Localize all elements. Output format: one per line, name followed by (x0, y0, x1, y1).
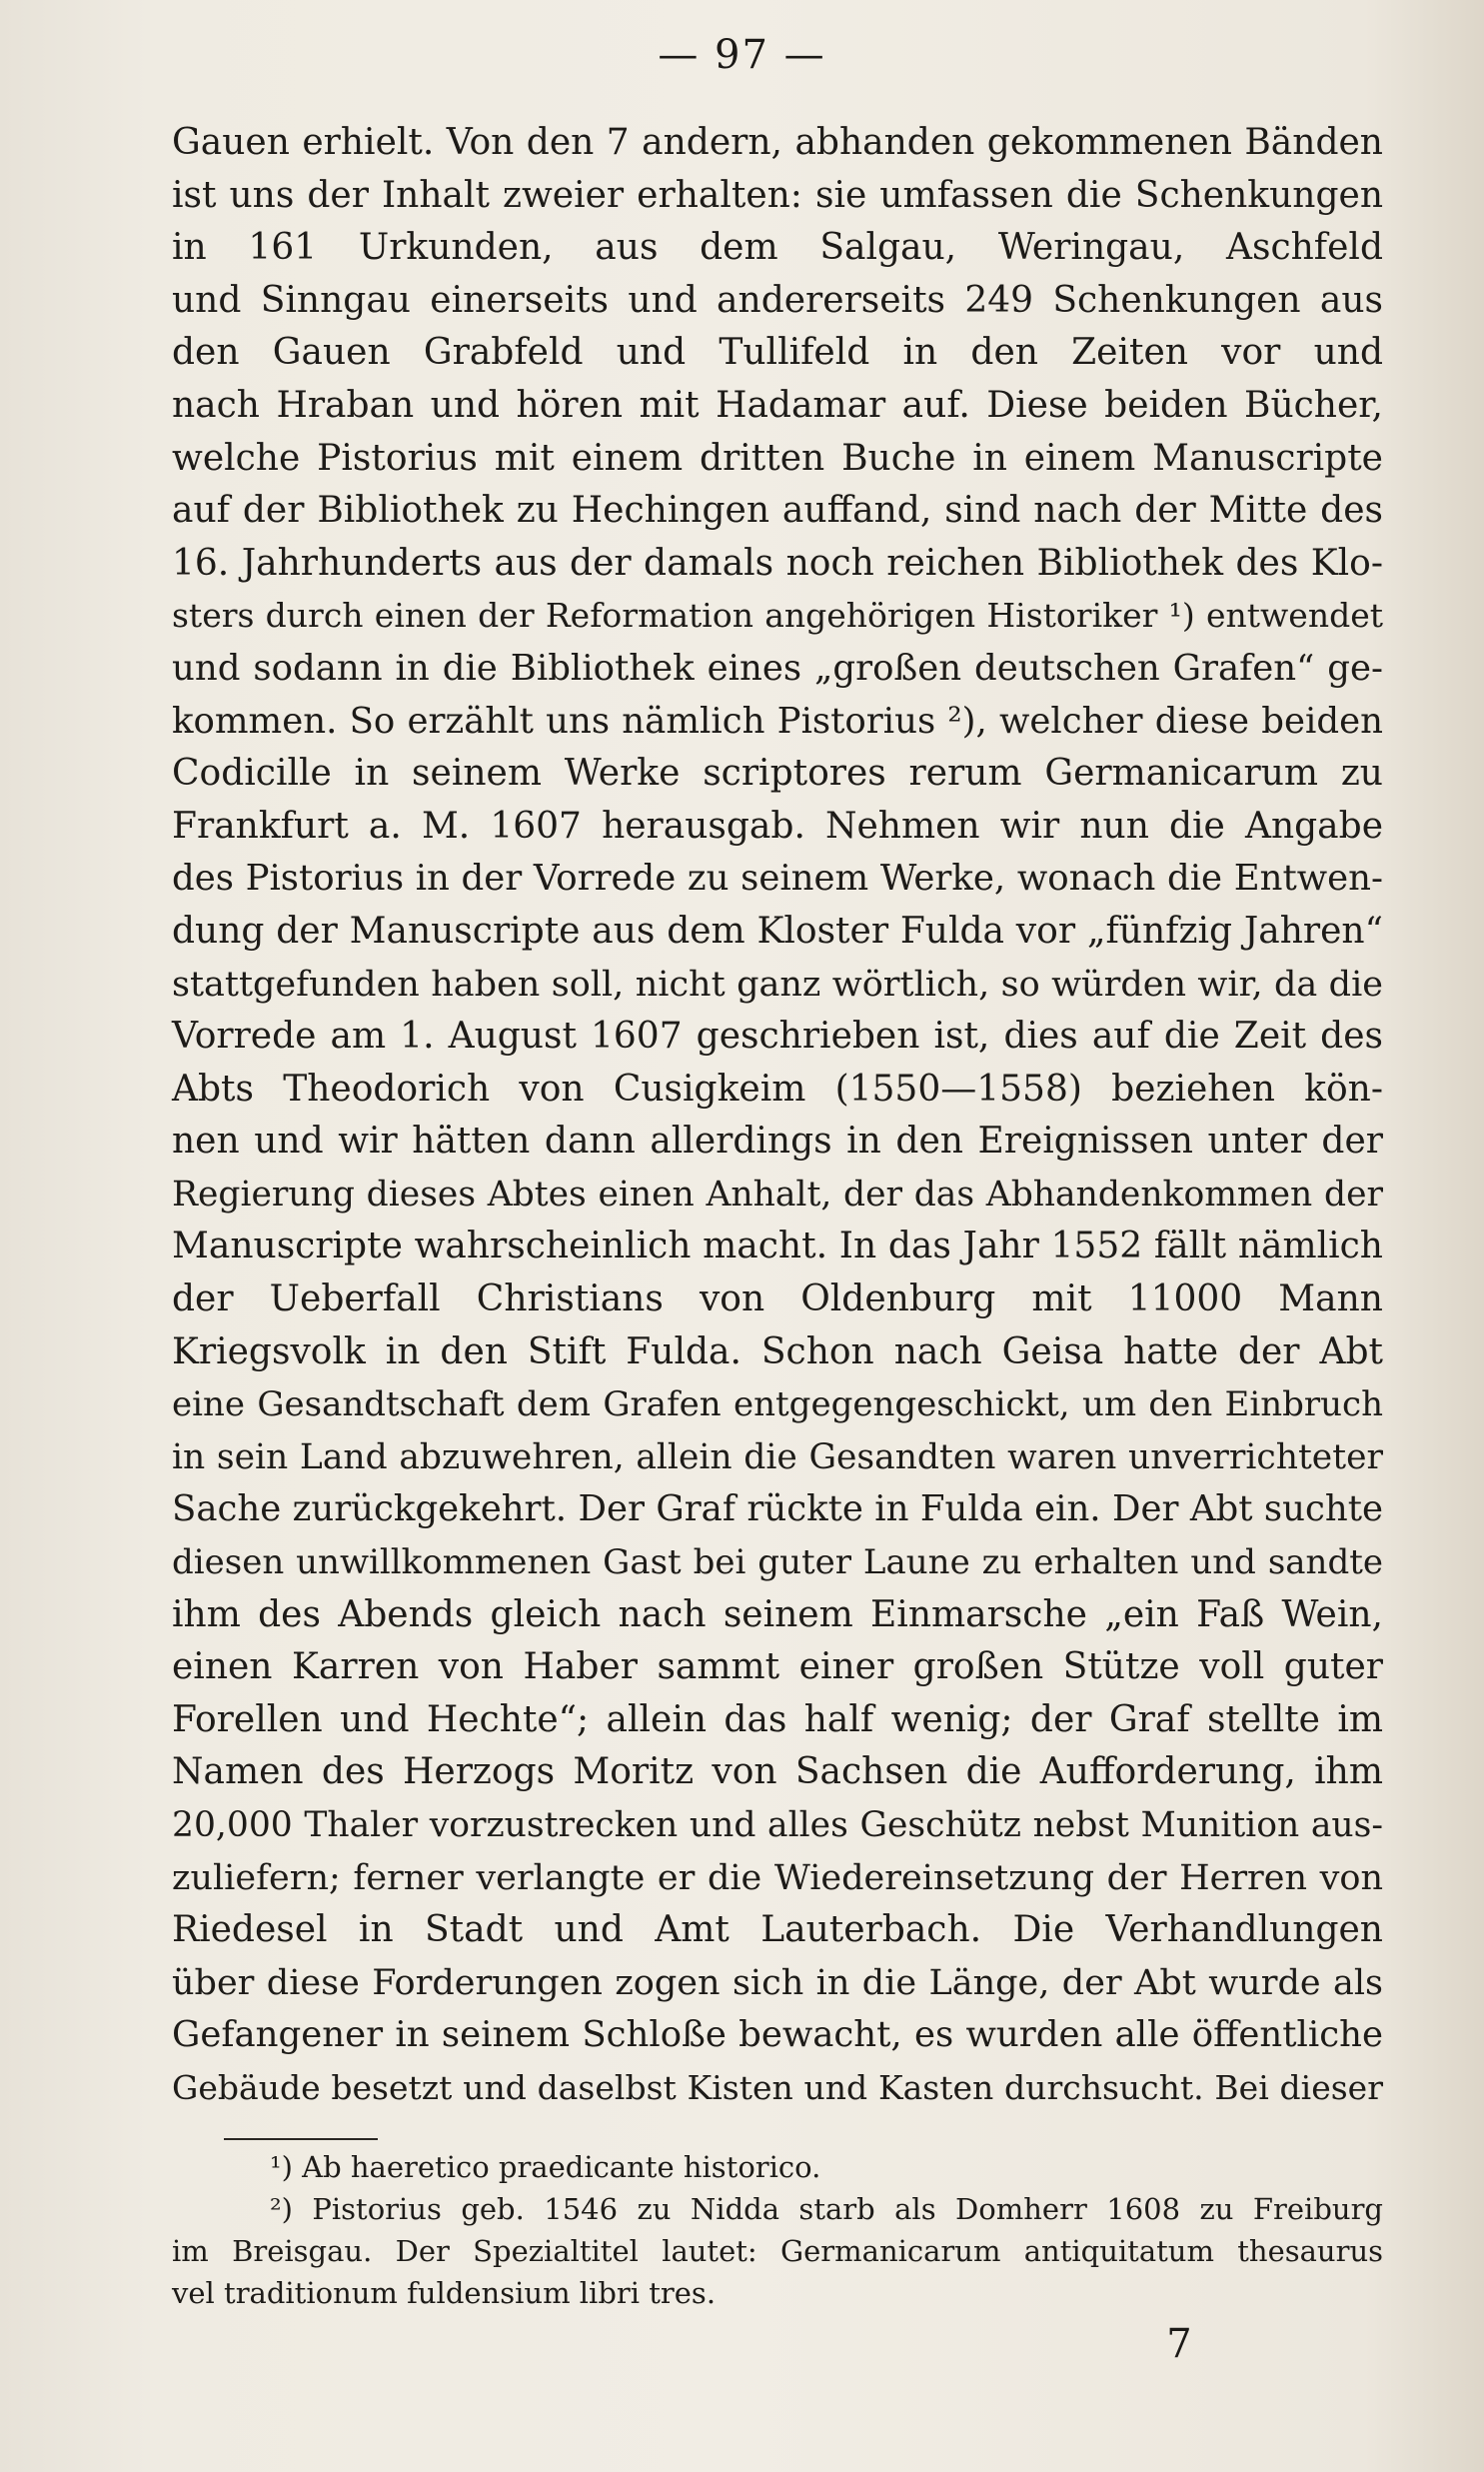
text-line: Gauen erhielt. Von den 7 andern, abhanden gekommenen Bänden (172, 122, 1383, 163)
footnote-divider (224, 2138, 378, 2140)
text-line: der Ueberfall Christians von Oldenburg mit 11000 Mann (172, 1278, 1383, 1320)
footnote-1: ¹) Ab haeretico praedicante historico. (270, 2150, 821, 2184)
main-text (172, 117, 1383, 2115)
text-line: Manuscripte wahrscheinlich macht. In das Jahr 1552 fällt nämlich (172, 1226, 1383, 1267)
text-line: eine Gesandtschaft dem Grafen entgegengeschickt, um den Einbruch (172, 1384, 1383, 1425)
footnote-2-end: vel traditionum fuldensium libri tres. (172, 2276, 717, 2310)
text-line: über diese Forderungen zogen sich in die Länge, der Abt wurde als (172, 1962, 1383, 2003)
text-line: Codicille in seinem Werke scriptores rerum Germanicarum zu (172, 753, 1383, 795)
text-line: und sodann in die Bibliothek eines „großen deutschen Grafen“ ge- (172, 647, 1383, 689)
text-line: Namen des Herzogs Moritz von Sachsen die Aufforderung, ihm (172, 1751, 1383, 1793)
page-number: — 97 — (658, 32, 826, 78)
text-line: des Pistorius in der Vorrede zu seinem Werke, wonach die Entwen- (172, 858, 1383, 900)
text-line: einen Karren von Haber sammt einer großen Stütze voll guter (172, 1646, 1383, 1688)
text-line: nach Hraban und hören mit Hadamar auf. Diese beiden Bücher, (172, 384, 1383, 426)
text-line: 20,000 Thaler vorzustrecken und alles Geschütz nebst Munition aus- (172, 1805, 1383, 1845)
footnote-2-continued: im Breisgau. Der Spezialtitel lautet: Germanicarum antiquitatum thesaurus (172, 2234, 1383, 2268)
text-line: Gefangener in seinem Schloße bewacht, es wurden alle öffentliche (172, 2014, 1383, 2056)
signature-mark: 7 (1166, 2321, 1192, 2367)
footnote-2: ²) Pistorius geb. 1546 zu Nidda starb als Domherr 1608 zu Freiburg (270, 2192, 1383, 2226)
text-line: stattgefunden haben soll, nicht ganz wörtlich, so würden wir, da die (172, 964, 1383, 1005)
text-line: und Sinngau einerseits und andererseits 249 Schenkungen aus (172, 279, 1383, 321)
text-line: Vorrede am 1. August 1607 geschrieben ist, dies auf die Zeit des (172, 1016, 1383, 1058)
text-line: ihm des Abends gleich nach seinem Einmarsche „ein Faß Wein, (172, 1593, 1383, 1635)
text-line: sters durch einen der Reformation angehörigen Historiker ¹) entwendet (172, 596, 1383, 636)
text-line: dung der Manuscripte aus dem Kloster Fulda vor „fünfzig Jahren“ (172, 910, 1383, 952)
text-line: Kriegsvolk in den Stift Fulda. Schon nach Geisa hatte der Abt (172, 1330, 1383, 1372)
text-line: Forellen und Hechte“; allein das half wenig; der Graf stellte im (172, 1698, 1383, 1740)
text-line: kommen. So erzählt uns nämlich Pistorius ²), welcher diese beiden (172, 700, 1383, 742)
text-line: 16. Jahrhunderts aus der damals noch reichen Bibliothek des Klo- (172, 542, 1383, 584)
footnotes (172, 2146, 1383, 2314)
text-line: in sein Land abzuwehren, allein die Gesandten waren unverrichteter (172, 1436, 1383, 1477)
text-line: in 161 Urkunden, aus dem Salgau, Weringau, Aschfeld (172, 227, 1383, 269)
text-line: welche Pistorius mit einem dritten Buche in einem Manuscripte (172, 437, 1383, 479)
text-line: Regierung dieses Abtes einen Anhalt, der das Abhandenkommen der (172, 1174, 1383, 1215)
text-line: ist uns der Inhalt zweier erhalten: sie umfassen die Schenkungen (172, 174, 1383, 216)
text-line: auf der Bibliothek zu Hechingen auffand, sind nach der Mitte des (172, 490, 1383, 532)
text-line: den Gauen Grabfeld und Tullifeld in den Zeiten vor und (172, 332, 1383, 374)
text-line: Riedesel in Stadt und Amt Lauterbach. Die Verhandlungen (172, 1909, 1383, 1951)
text-line: Gebäude besetzt und daselbst Kisten und Kasten durchsucht. Bei dieser (172, 2067, 1383, 2107)
text-line: Sache zurückgekehrt. Der Graf rückte in Fulda ein. Der Abt suchte (172, 1488, 1383, 1530)
text-line: Frankfurt a. M. 1607 herausgab. Nehmen wir nun die Angabe (172, 805, 1383, 847)
text-line: Abts Theodorich von Cusigkeim (1550—1558) beziehen kön- (172, 1068, 1383, 1110)
text-line: nen und wir hätten dann allerdings in den Ereignissen unter der (172, 1121, 1383, 1163)
text-line: zuliefern; ferner verlangte er die Wiedereinsetzung der Herren von (172, 1857, 1383, 1898)
text-line: diesen unwillkommenen Gast bei guter Laune zu erhalten und sandte (172, 1542, 1383, 1583)
